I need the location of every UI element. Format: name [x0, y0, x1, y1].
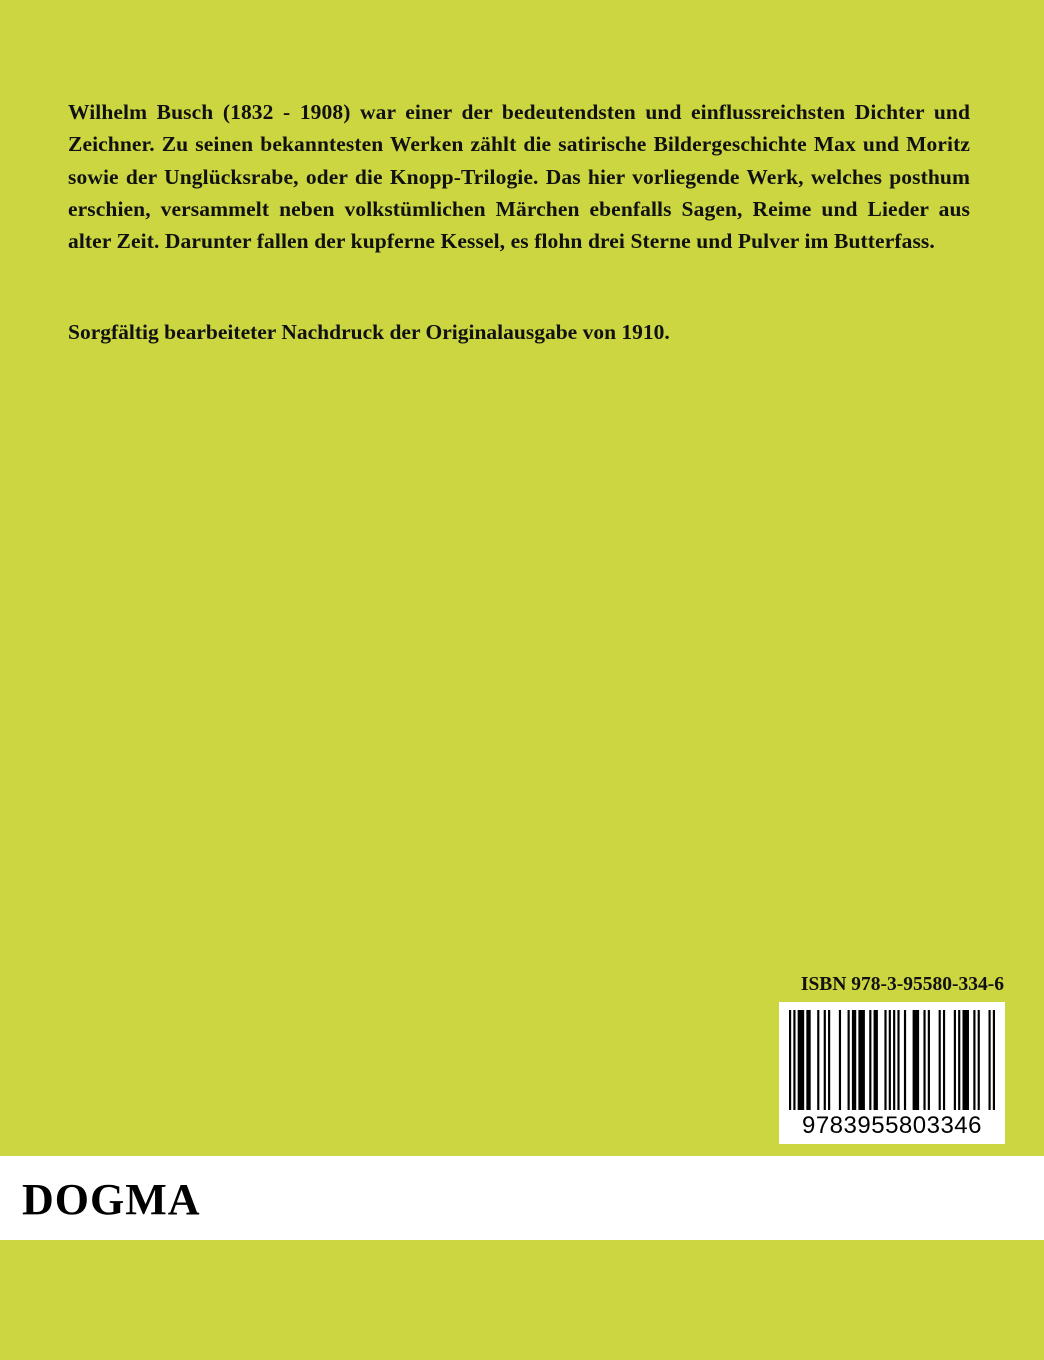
barcode-bar: [858, 1010, 865, 1110]
barcode-bar: [798, 1010, 805, 1110]
barcode-bar: [869, 1010, 871, 1110]
barcode-bars-icon: [789, 1010, 995, 1110]
barcode-bar: [893, 1010, 895, 1110]
barcode-bar: [939, 1010, 941, 1110]
publisher-logo: DOGMA: [22, 1175, 201, 1224]
barcode-bar: [897, 1010, 899, 1110]
barcode-bar: [828, 1010, 830, 1110]
barcode-bar: [824, 1010, 826, 1110]
barcode-bar: [789, 1010, 791, 1110]
barcode-bar: [839, 1010, 841, 1110]
barcode-bar: [889, 1010, 891, 1110]
barcode-bar: [973, 1010, 975, 1110]
barcode-bar: [884, 1010, 886, 1110]
barcode-bar: [928, 1010, 930, 1110]
barcode-bar: [958, 1010, 960, 1110]
barcode-bar: [817, 1010, 819, 1110]
barcode: [779, 1002, 1005, 1144]
barcode-bar: [954, 1010, 956, 1110]
barcode-bar: [852, 1010, 856, 1110]
barcode-bar: [904, 1010, 906, 1110]
barcode-bar: [962, 1010, 969, 1110]
blurb-text: Wilhelm Busch (1832 - 1908) war einer der bedeutendsten und einflussreichsten Dichter und Zeichner. Zu seinen bekanntesten Werken zählt die satirische Bildergeschichte Max und Moritz sowie der Unglücksrabe, oder die Knopp-Trilogie. Das hier vorliegende Werk, welches posthum erschien, versammelt neben volkstümlichen Märchen ebenfalls Sagen, Reime und Lieder aus alter Zeit. Darunter fallen der kupferne Kessel, es flohn drei Sterne und Pulver im Butterfass.: [68, 100, 970, 254]
isbn-label: ISBN 978-3-95580-334-6: [800, 974, 1004, 995]
barcode-bar: [993, 1010, 995, 1110]
barcode-bar: [943, 1010, 945, 1110]
barcode-bar: [874, 1010, 878, 1110]
barcode-bar: [806, 1010, 810, 1110]
barcode-digits: 9783955803346: [801, 1112, 983, 1139]
barcode-bar: [923, 1010, 925, 1110]
barcode-bar: [793, 1010, 795, 1110]
barcode-bar: [988, 1010, 990, 1110]
barcode-bar: [848, 1010, 850, 1110]
barcode-bar: [913, 1010, 920, 1110]
reprint-note: Sorgfältig bearbeiteter Nachdruck der Originalausgabe von 1910.: [68, 320, 670, 344]
barcode-bar: [978, 1010, 980, 1110]
